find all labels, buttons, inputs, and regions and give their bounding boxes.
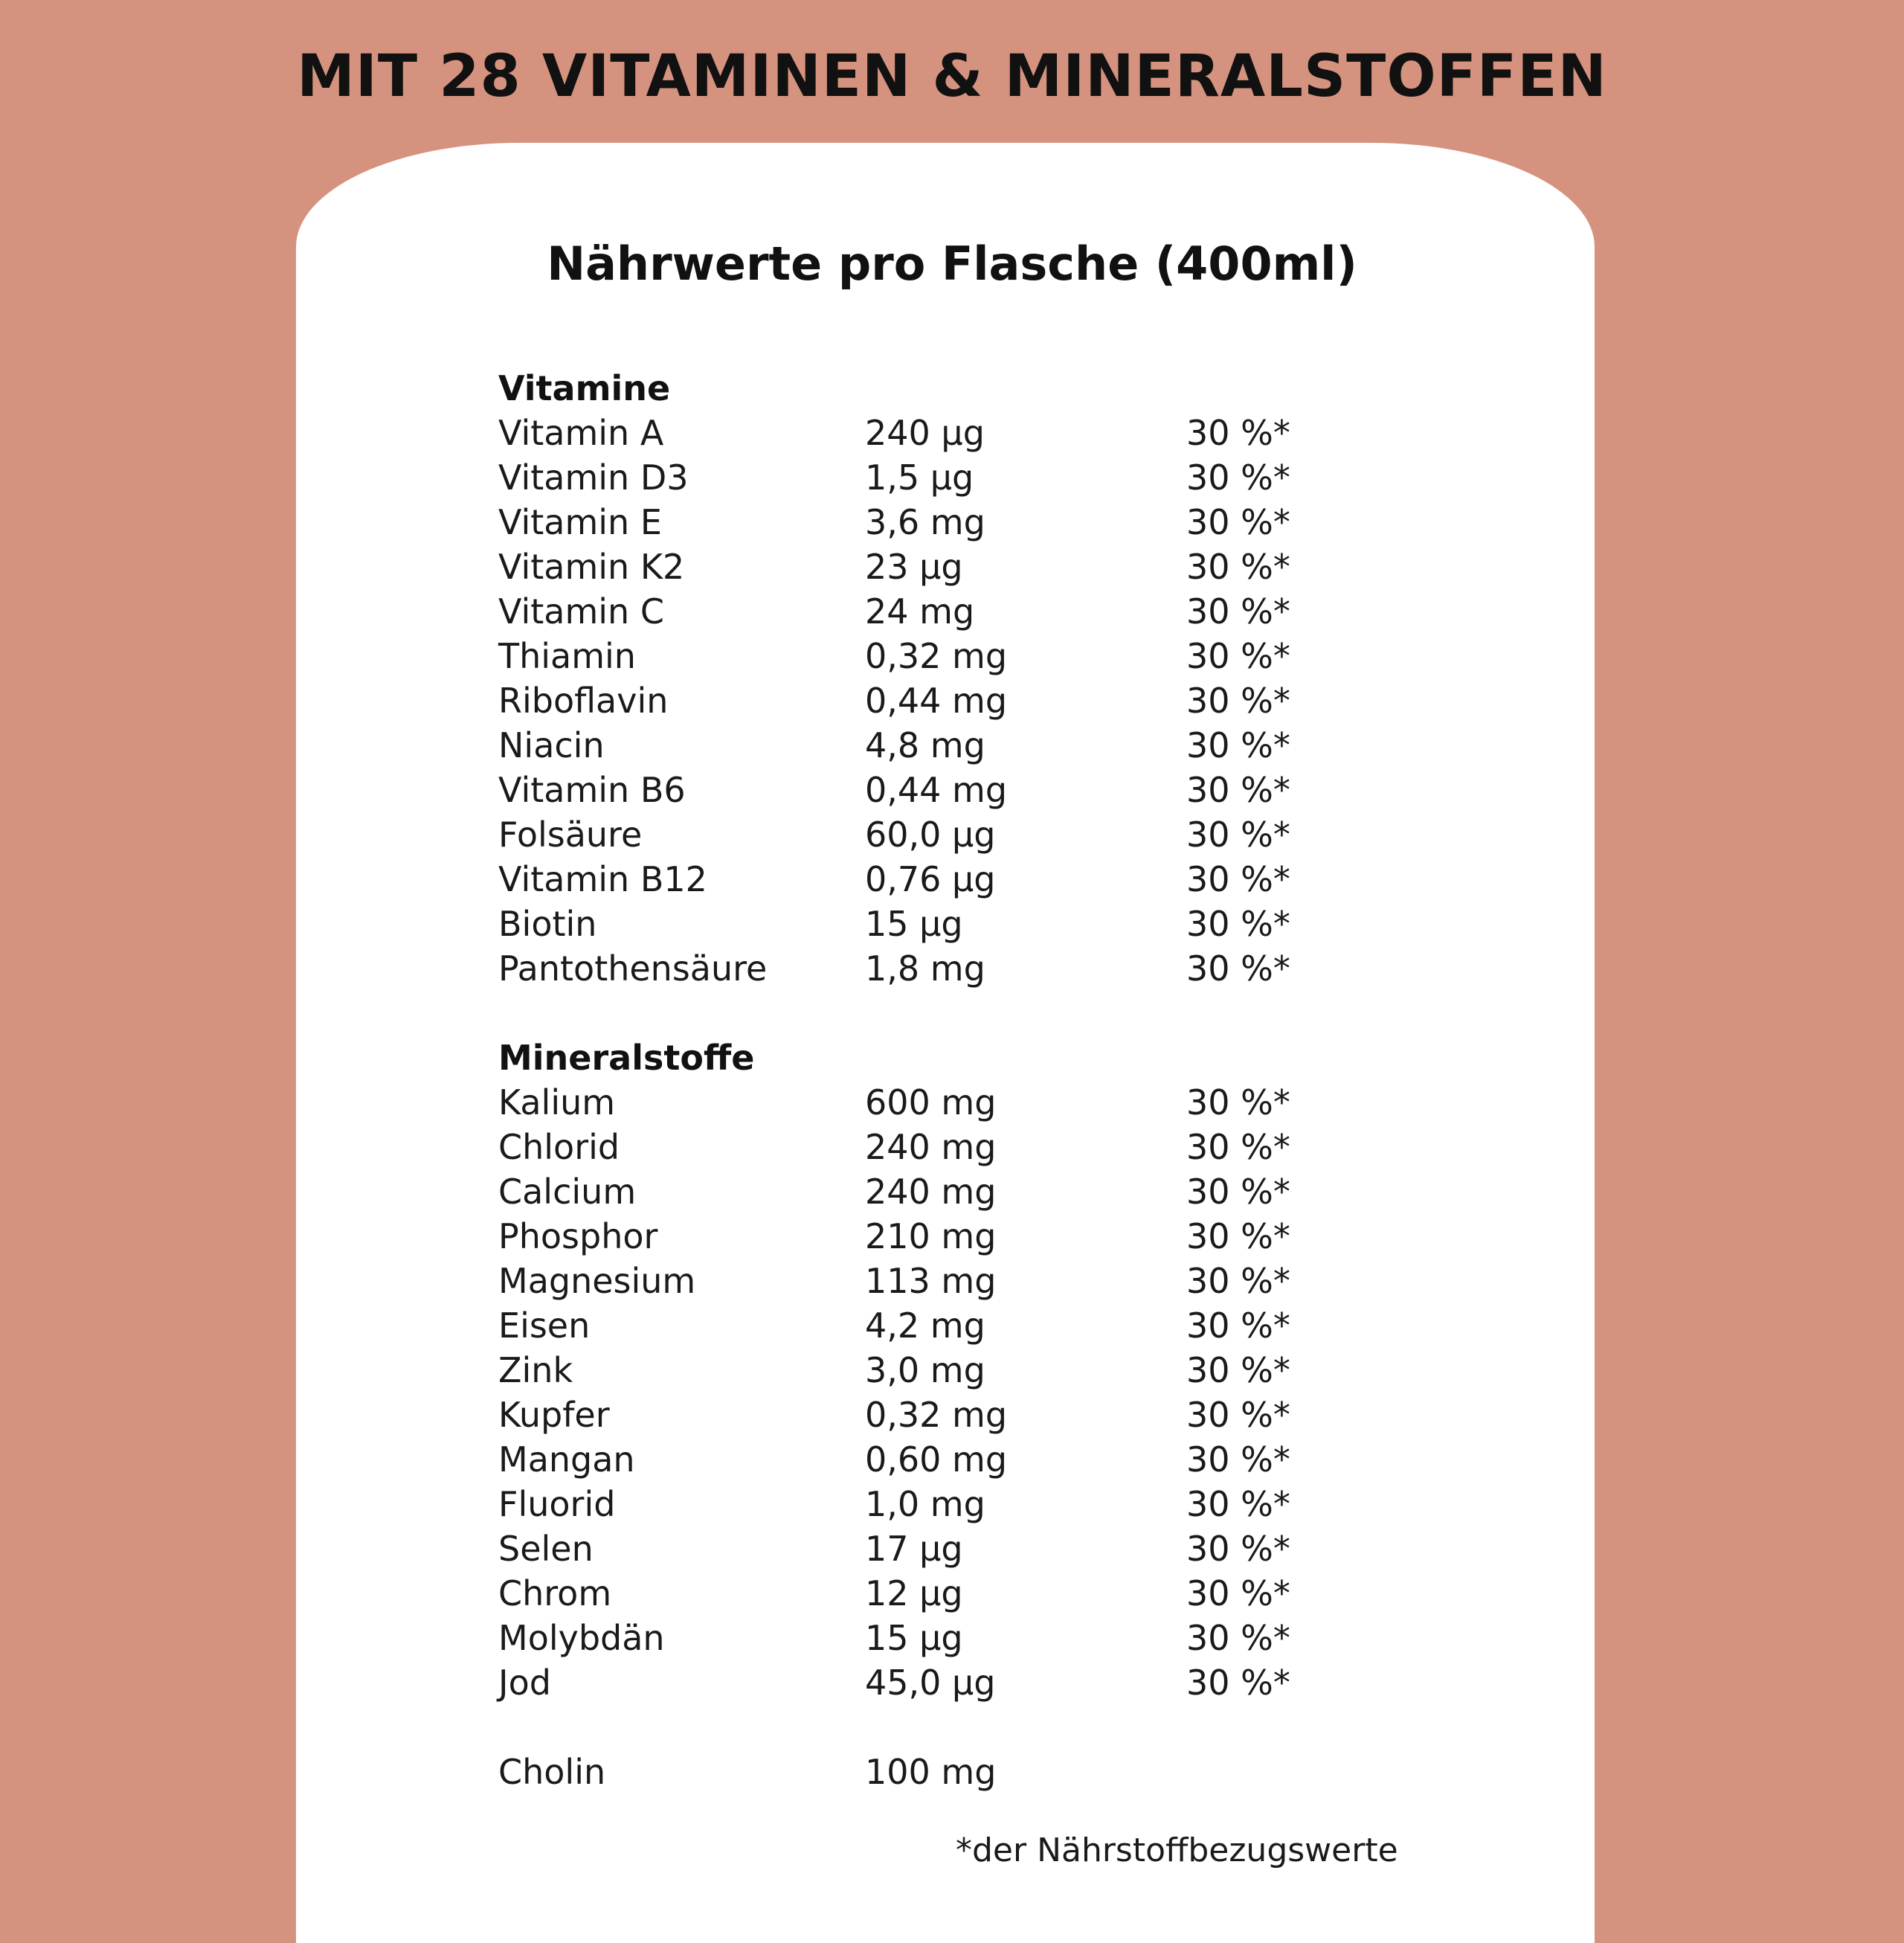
nutrient-percent: 30 %* bbox=[1186, 725, 1290, 765]
nutrient-name: Vitamin A bbox=[498, 413, 664, 453]
nutrient-percent: 30 %* bbox=[1186, 681, 1290, 721]
nutrient-amount: 1,8 mg bbox=[865, 948, 985, 989]
table-row bbox=[498, 1393, 1465, 1437]
nutrient-percent: 30 %* bbox=[1186, 1082, 1290, 1123]
nutrient-name: Vitamin B12 bbox=[498, 859, 707, 899]
table-row bbox=[498, 545, 1465, 589]
nutrient-percent: 30 %* bbox=[1186, 636, 1290, 676]
table-row bbox=[498, 455, 1465, 500]
nutrient-amount: 100 mg bbox=[865, 1752, 997, 1792]
table-row bbox=[498, 812, 1465, 857]
table-row bbox=[498, 1348, 1465, 1393]
table-row bbox=[498, 723, 1465, 768]
card-title: Nährwerte pro Flasche (400ml) bbox=[547, 237, 1357, 291]
table-row bbox=[498, 902, 1465, 946]
nutrient-percent: 30 %* bbox=[1186, 1573, 1290, 1613]
nutrient-name: Folsäure bbox=[498, 815, 643, 855]
nutrient-name: Vitamin D3 bbox=[498, 457, 689, 498]
nutrient-percent: 30 %* bbox=[1186, 1439, 1290, 1480]
nutrient-name: Selen bbox=[498, 1529, 594, 1569]
table-row bbox=[498, 1526, 1465, 1571]
nutrient-name: Vitamin K2 bbox=[498, 547, 685, 587]
nutrient-amount: 0,76 µg bbox=[865, 859, 996, 899]
table-row bbox=[498, 1214, 1465, 1259]
table-row bbox=[498, 1125, 1465, 1169]
nutrient-amount: 0,32 mg bbox=[865, 636, 1008, 676]
nutrient-amount: 240 µg bbox=[865, 413, 985, 453]
table-row bbox=[498, 634, 1465, 678]
table-row bbox=[498, 1303, 1465, 1348]
nutrient-amount: 3,6 mg bbox=[865, 502, 985, 542]
nutrient-name: Chrom bbox=[498, 1573, 612, 1613]
nutrient-percent: 30 %* bbox=[1186, 1663, 1290, 1703]
nutrient-percent: 30 %* bbox=[1186, 815, 1290, 855]
nutrient-name: Vitamin B6 bbox=[498, 770, 686, 810]
footnote: *der Nährstoffbezugswerte bbox=[956, 1831, 1398, 1869]
nutrient-amount: 12 µg bbox=[865, 1573, 963, 1613]
nutrient-amount: 15 µg bbox=[865, 1618, 963, 1658]
nutrient-percent: 30 %* bbox=[1186, 457, 1290, 498]
nutrient-name: Calcium bbox=[498, 1172, 637, 1212]
nutrient-name: Magnesium bbox=[498, 1261, 696, 1301]
nutrient-name: Phosphor bbox=[498, 1216, 658, 1256]
table-row bbox=[498, 589, 1465, 634]
nutrient-name: Zink bbox=[498, 1350, 573, 1390]
nutrient-amount: 0,44 mg bbox=[865, 681, 1008, 721]
section-heading-mineralstoffe: Mineralstoffe bbox=[498, 1038, 755, 1078]
nutrient-percent: 30 %* bbox=[1186, 1350, 1290, 1390]
table-row bbox=[498, 1571, 1465, 1616]
nutrient-percent: 30 %* bbox=[1186, 1305, 1290, 1346]
nutrient-amount: 23 µg bbox=[865, 547, 963, 587]
nutrient-amount: 0,32 mg bbox=[865, 1395, 1008, 1435]
nutrient-amount: 1,0 mg bbox=[865, 1484, 985, 1524]
table-row-cholin bbox=[498, 1750, 1465, 1794]
nutrient-percent: 30 %* bbox=[1186, 591, 1290, 632]
nutrient-percent: 30 %* bbox=[1186, 547, 1290, 587]
nutrient-amount: 1,5 µg bbox=[865, 457, 974, 498]
table-row bbox=[498, 1437, 1465, 1482]
section-heading-vitamine: Vitamine bbox=[498, 368, 671, 408]
nutrient-amount: 600 mg bbox=[865, 1082, 997, 1123]
nutrient-name: Thiamin bbox=[498, 636, 636, 676]
table-row bbox=[498, 1259, 1465, 1303]
nutrient-percent: 30 %* bbox=[1186, 948, 1290, 989]
table-row bbox=[498, 1616, 1465, 1660]
nutrient-amount: 113 mg bbox=[865, 1261, 997, 1301]
nutrient-name: Chlorid bbox=[498, 1127, 620, 1167]
nutrient-percent: 30 %* bbox=[1186, 1529, 1290, 1569]
nutrient-amount: 240 mg bbox=[865, 1172, 997, 1212]
nutrient-percent: 30 %* bbox=[1186, 1618, 1290, 1658]
nutrient-name: Cholin bbox=[498, 1752, 606, 1792]
table-row bbox=[498, 411, 1465, 455]
nutrient-percent: 30 %* bbox=[1186, 859, 1290, 899]
table-row bbox=[498, 1482, 1465, 1526]
nutrient-amount: 17 µg bbox=[865, 1529, 963, 1569]
nutrient-percent: 30 %* bbox=[1186, 1261, 1290, 1301]
nutrient-percent: 30 %* bbox=[1186, 770, 1290, 810]
section-spacer bbox=[498, 991, 1465, 1035]
nutrient-percent: 30 %* bbox=[1186, 1172, 1290, 1212]
nutrient-amount: 0,44 mg bbox=[865, 770, 1008, 810]
nutrient-name: Riboflavin bbox=[498, 681, 669, 721]
nutrient-amount: 240 mg bbox=[865, 1127, 997, 1167]
nutrient-percent: 30 %* bbox=[1186, 502, 1290, 542]
table-row bbox=[498, 857, 1465, 902]
nutrient-name: Mangan bbox=[498, 1439, 635, 1480]
table-row bbox=[498, 1169, 1465, 1214]
nutrient-name: Vitamin C bbox=[498, 591, 664, 632]
nutrient-percent: 30 %* bbox=[1186, 904, 1290, 944]
nutrient-name: Niacin bbox=[498, 725, 605, 765]
nutrient-amount: 3,0 mg bbox=[865, 1350, 985, 1390]
table-row bbox=[498, 1660, 1465, 1705]
nutrient-name: Kalium bbox=[498, 1082, 616, 1123]
nutrient-amount: 4,8 mg bbox=[865, 725, 985, 765]
nutrient-percent: 30 %* bbox=[1186, 1216, 1290, 1256]
table-row bbox=[498, 946, 1465, 991]
nutrient-percent: 30 %* bbox=[1186, 1127, 1290, 1167]
table-row bbox=[498, 768, 1465, 812]
nutrient-amount: 0,60 mg bbox=[865, 1439, 1008, 1480]
nutrient-amount: 210 mg bbox=[865, 1216, 997, 1256]
section-spacer bbox=[498, 1705, 1465, 1750]
nutrient-name: Biotin bbox=[498, 904, 597, 944]
nutrient-name: Eisen bbox=[498, 1305, 591, 1346]
table-row bbox=[498, 500, 1465, 545]
nutrient-amount: 45,0 µg bbox=[865, 1663, 996, 1703]
nutrition-table bbox=[498, 366, 1465, 1794]
nutrient-amount: 24 mg bbox=[865, 591, 975, 632]
nutrient-name: Kupfer bbox=[498, 1395, 610, 1435]
nutrient-percent: 30 %* bbox=[1186, 413, 1290, 453]
table-row bbox=[498, 678, 1465, 723]
table-row bbox=[498, 1080, 1465, 1125]
headline: MIT 28 VITAMINEN & MINERALSTOFFEN bbox=[297, 43, 1607, 110]
nutrient-name: Fluorid bbox=[498, 1484, 616, 1524]
nutrient-amount: 15 µg bbox=[865, 904, 963, 944]
nutrient-amount: 60,0 µg bbox=[865, 815, 996, 855]
nutrient-percent: 30 %* bbox=[1186, 1395, 1290, 1435]
nutrient-name: Vitamin E bbox=[498, 502, 662, 542]
nutrient-name: Molybdän bbox=[498, 1618, 665, 1658]
nutrient-name: Pantothensäure bbox=[498, 948, 768, 989]
nutrient-amount: 4,2 mg bbox=[865, 1305, 985, 1346]
nutrient-name: Jod bbox=[498, 1663, 551, 1703]
nutrient-percent: 30 %* bbox=[1186, 1484, 1290, 1524]
